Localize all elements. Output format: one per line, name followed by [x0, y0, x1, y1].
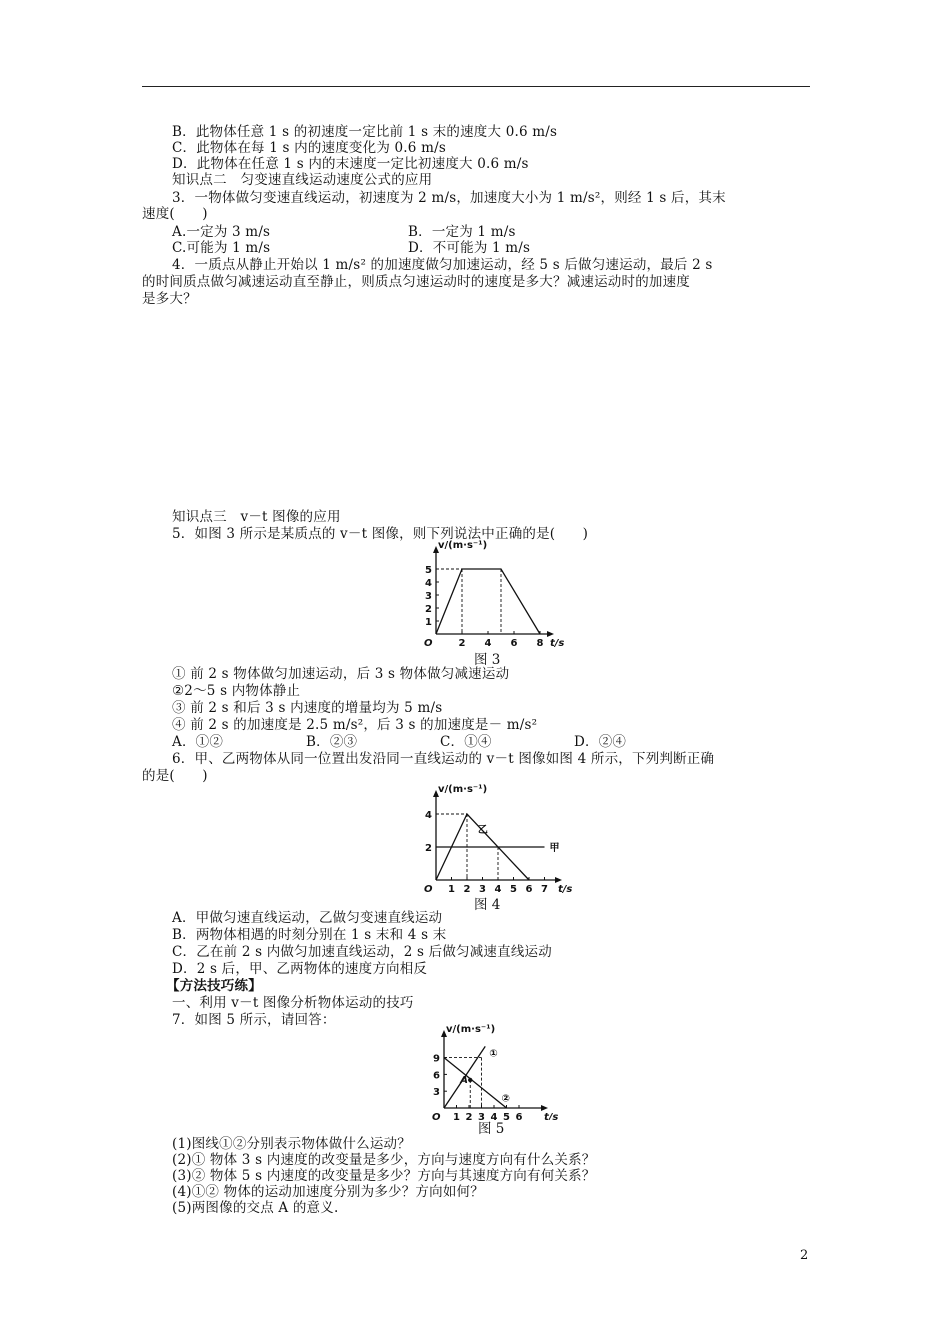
y-tick-label: 4	[425, 578, 432, 589]
x-axis-arrow	[541, 1105, 548, 1111]
x-tick-label: 8	[536, 638, 544, 648]
series-line-2	[444, 1058, 507, 1108]
option: D．②④	[574, 734, 627, 750]
figure-4-chart	[418, 782, 578, 894]
x-tick-label: 4	[490, 1112, 498, 1120]
x-tick-label: 6	[510, 638, 518, 648]
option: B．两物体相遇的时刻分别在 1 s 末和 4 s 末	[172, 927, 447, 943]
x-tick-label: 3	[479, 884, 486, 894]
option: D．2 s 后，甲、乙两物体的速度方向相反	[172, 961, 428, 977]
text-line: 的是( )	[142, 768, 208, 784]
origin-label: O	[424, 638, 433, 648]
text-line: B．此物体任意 1 s 的初速度一定比前 1 s 末的速度大 0.6 m/s	[172, 124, 558, 140]
statement: ③ 前 2 s 和后 3 s 内速度的增量均为 5 m/s	[172, 700, 443, 716]
x-tick-label: 3	[478, 1112, 485, 1120]
y-axis-label: v/(m·s⁻¹)	[446, 1024, 496, 1035]
question-5: 5．如图 3 所示是某质点的 v－t 图像，则下列说法中正确的是( )	[172, 526, 589, 542]
y-tick-label: 2	[425, 604, 432, 615]
option: A．甲做匀速直线运动，乙做匀变速直线运动	[172, 910, 443, 926]
sub-question: (4)①② 物体的运动加速度分别为多少？方向如何？	[172, 1184, 484, 1200]
figure-5-chart	[420, 1022, 570, 1120]
figure-4-caption: 图 4	[474, 897, 501, 913]
x-tick-label: 7	[541, 884, 548, 894]
text-line: D．此物体在任意 1 s 内的末速度一定比初速度大 0.6 m/s	[172, 156, 529, 172]
point-label: A	[460, 1075, 468, 1086]
option: C.可能为 1 m/s	[172, 240, 271, 256]
x-tick-label: 2	[465, 1112, 473, 1120]
y-tick-label: 3	[425, 591, 432, 602]
y-tick-label: 3	[433, 1087, 440, 1099]
section-heading: 知识点三 v－t 图像的应用	[172, 509, 341, 525]
series-label-2: ②	[501, 1093, 510, 1105]
origin-label: O	[424, 884, 433, 894]
sub-question: (3)② 物体 5 s 内速度的改变量是多少？方向与其速度方向有何关系？	[172, 1168, 596, 1184]
statement: ④ 前 2 s 的加速度是 2.5 m/s²，后 3 s 的加速度是－ m/s²	[172, 717, 538, 733]
sub-question: (2)① 物体 3 s 内速度的改变量是多少，方向与速度方向有什么关系？	[172, 1152, 596, 1168]
origin-label: O	[432, 1112, 441, 1120]
x-tick-label: 6	[525, 884, 533, 894]
y-axis-label: v/(m·s⁻¹)	[438, 540, 488, 551]
x-axis-label: t/s	[544, 1112, 559, 1120]
question-4: 4．一质点从静止开始以 1 m/s² 的加速度做匀加速运动，经 5 s 后做匀速运动，最后 2 s	[172, 257, 713, 273]
y-tick-label: 1	[425, 617, 432, 628]
x-tick-label: 4	[484, 638, 492, 648]
y-tick-label: 5	[425, 565, 432, 576]
option: B．②③	[306, 734, 358, 750]
y-tick-label: 4	[425, 810, 432, 821]
x-tick-label: 4	[494, 884, 502, 894]
subsection-heading: 一、利用 v－t 图像分析物体运动的技巧	[172, 995, 414, 1011]
x-tick-label: 5	[503, 1112, 510, 1120]
question-6: 6．甲、乙两物体从同一位置出发沿同一直线运动的 v－t 图像如图 4 所示，下列判断正确	[172, 751, 715, 767]
option: D．不可能为 1 m/s	[408, 240, 531, 256]
statement: ① 前 2 s 物体做匀加速运动，后 3 s 物体做匀减速运动	[172, 666, 510, 682]
x-axis-arrow	[547, 631, 554, 637]
option: B．一定为 1 m/s	[408, 224, 516, 240]
series-label-yi: 乙	[477, 824, 488, 836]
sub-question: (5)两图像的交点 A 的意义.	[172, 1200, 339, 1216]
figure-3-caption: 图 3	[474, 652, 501, 668]
question-7: 7．如图 5 所示，请回答：	[172, 1012, 336, 1028]
option: C．①④	[440, 734, 492, 750]
figure-5-caption: 图 5	[478, 1121, 505, 1137]
x-tick-label: 1	[453, 1112, 460, 1120]
x-axis-arrow	[555, 877, 562, 883]
series-label-jia: 甲	[549, 843, 560, 854]
y-axis-label: v/(m·s⁻¹)	[438, 784, 488, 795]
option: A.一定为 3 m/s	[172, 224, 271, 240]
sub-question: (1)图线①②分别表示物体做什么运动？	[172, 1136, 411, 1152]
figure-3-chart	[412, 540, 572, 648]
section-heading: 知识点二 匀变速直线运动速度公式的应用	[172, 172, 433, 188]
page-number: 2	[800, 1248, 809, 1263]
statement: ②2～5 s 内物体静止	[172, 683, 301, 699]
x-tick-label: 2	[463, 884, 471, 894]
text-line: C．此物体在每 1 s 内的速度变化为 0.6 m/s	[172, 140, 446, 156]
x-axis-label: t/s	[550, 638, 565, 648]
x-tick-label: 5	[510, 884, 517, 894]
x-axis-label: t/s	[558, 884, 573, 894]
y-tick-label: 2	[425, 843, 432, 854]
section-heading: 【方法技巧练】	[166, 978, 262, 994]
series-line	[436, 569, 540, 634]
text-line: 速度( )	[142, 206, 208, 222]
text-line: 是多大？	[142, 291, 197, 307]
y-tick-label: 9	[433, 1053, 440, 1065]
option: C．乙在前 2 s 内做匀加速直线运动，2 s 后做匀减速直线运动	[172, 944, 552, 960]
series-label-1: ①	[489, 1048, 498, 1060]
text-line: 的时间质点做匀减速运动直至静止，则质点匀速运动时的速度是多大？减速运动时的加速度	[142, 274, 690, 290]
x-tick-label: 1	[448, 884, 455, 894]
x-tick-label: 2	[458, 638, 466, 648]
header-rule	[142, 86, 810, 87]
option: A．①②	[172, 734, 224, 750]
x-tick-label: 6	[515, 1112, 523, 1120]
y-tick-label: 6	[433, 1070, 440, 1082]
question-3: 3．一物体做匀变速直线运动，初速度为 2 m/s，加速度大小为 1 m/s²，则经 1 s 后，其末	[172, 190, 726, 206]
intersection-point	[468, 1078, 472, 1082]
